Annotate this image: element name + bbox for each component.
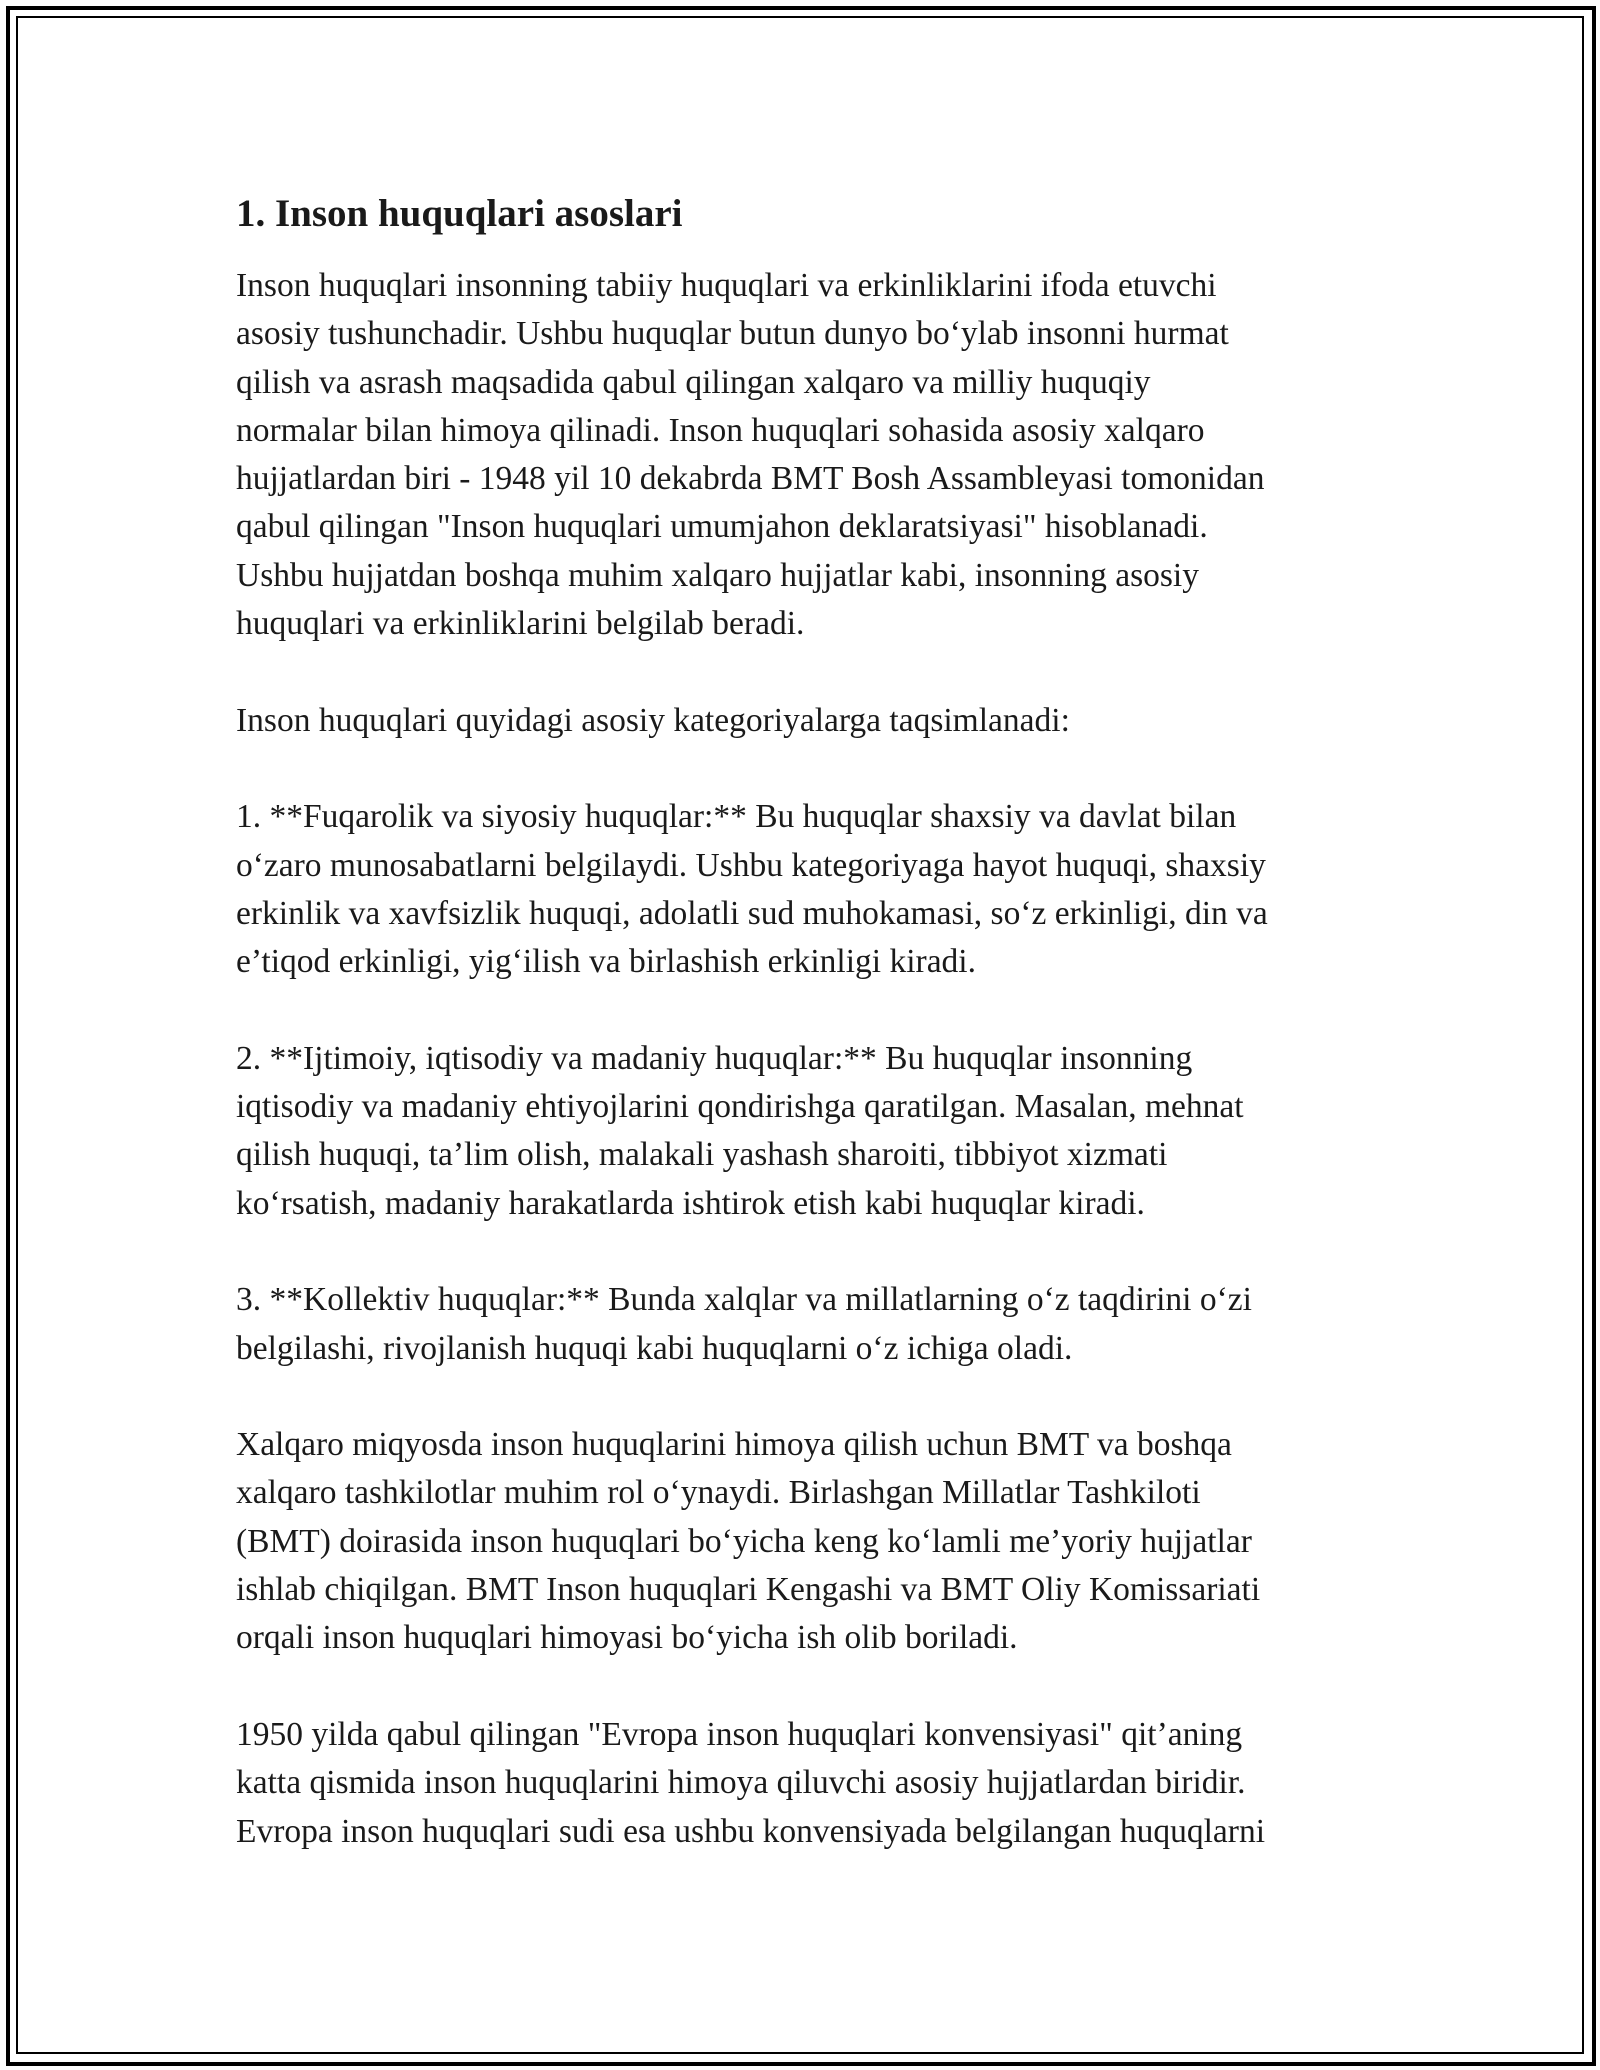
paragraph-international-protection bbox=[236, 1421, 1364, 1662]
text-line: (BMT) doirasida inson huquqlari bo‘yicha keng ko‘lamli me’yoriy hujjatlar bbox=[236, 1522, 1252, 1560]
document-body bbox=[236, 188, 1364, 1904]
text-line: qabul qilingan "Inson huquqlari umumjahon deklaratsiyasi" hisoblanadi. bbox=[236, 508, 1208, 546]
paragraph-categories-intro bbox=[236, 697, 1364, 745]
text-line: Inson huquqlari quyidagi asosiy kategoriyalarga taqsimlanadi: bbox=[236, 701, 1070, 739]
text-line: iqtisodiy va madaniy ehtiyojlarini qondirishga qaratilgan. Masalan, mehnat bbox=[236, 1088, 1244, 1126]
text-line: huquqlari va erkinliklarini belgilab beradi. bbox=[236, 605, 805, 643]
text-line: o‘zaro munosabatlarni belgilaydi. Ushbu kategoriyaga hayot huquqi, shaxsiy bbox=[236, 846, 1266, 884]
text-line: asosiy tushunchadir. Ushbu huquqlar butun dunyo bo‘ylab insonni hurmat bbox=[236, 315, 1229, 353]
text-line: e’tiqod erkinligi, yig‘ilish va birlashish erkinligi kiradi. bbox=[236, 943, 976, 981]
paragraph-collective-rights bbox=[236, 1276, 1364, 1373]
text-line: orqali inson huquqlari himoyasi bo‘yicha ish olib boriladi. bbox=[236, 1619, 1018, 1657]
text-line: Evropa inson huquqlari sudi esa ushbu konvensiyada belgilangan huquqlarni bbox=[236, 1812, 1265, 1850]
text-line: 2. **Ijtimoiy, iqtisodiy va madaniy huquqlar:** Bu huquqlar insonning bbox=[236, 1039, 1193, 1077]
text-line: qilish va asrash maqsadida qabul qilingan xalqaro va milliy huquqiy bbox=[236, 363, 1151, 401]
text-line: 1950 yilda qabul qilingan "Evropa inson huquqlari konvensiyasi" qit’aning bbox=[236, 1715, 1243, 1753]
text-line: qilish huquqi, ta’lim olish, malakali yashash sharoiti, tibbiyot xizmati bbox=[236, 1136, 1168, 1174]
text-line: erkinlik va xavfsizlik huquqi, adolatli sud muhokamasi, so‘z erkinligi, din va bbox=[236, 894, 1268, 932]
text-line: normalar bilan himoya qilinadi. Inson huquqlari sohasida asosiy xalqaro bbox=[236, 411, 1205, 449]
text-line: ishlab chiqilgan. BMT Inson huquqlari Kengashi va BMT Oliy Komissariati bbox=[236, 1571, 1261, 1609]
paragraph-social-economic-rights bbox=[236, 1035, 1364, 1228]
text-line: 3. **Kollektiv huquqlar:** Bunda xalqlar va millatlarning o‘z taqdirini o‘zi bbox=[236, 1281, 1252, 1319]
text-line: xalqaro tashkilotlar muhim rol o‘ynaydi. Birlashgan Millatlar Tashkiloti bbox=[236, 1474, 1201, 1512]
text-line: Inson huquqlari insonning tabiiy huquqlari va erkinliklarini ifoda etuvchi bbox=[236, 267, 1217, 304]
paragraph-european-convention bbox=[236, 1711, 1364, 1856]
text-line: Xalqaro miqyosda inson huquqlarini himoya qilish uchun BMT va boshqa bbox=[236, 1426, 1232, 1464]
text-line: belgilashi, rivojlanish huquqi kabi huquqlarni o‘z ichiga oladi. bbox=[236, 1329, 1073, 1367]
text-line: hujjatlardan biri - 1948 yil 10 dekabrda BMT Bosh Assambleyasi tomonidan bbox=[236, 460, 1265, 498]
text-line: Ushbu hujjatdan boshqa muhim xalqaro hujjatlar kabi, insonning asosiy bbox=[236, 556, 1199, 594]
text-line: ko‘rsatish, madaniy harakatlarda ishtirok etish kabi huquqlar kiradi. bbox=[236, 1184, 1145, 1222]
section-heading: 1. Inson huquqlari asoslari bbox=[236, 192, 683, 235]
paragraph-intro bbox=[236, 262, 1364, 648]
text-line: 1. **Fuqarolik va siyosiy huquqlar:** Bu huquqlar shaxsiy va davlat bilan bbox=[236, 798, 1237, 836]
text-line: katta qismida inson huquqlarini himoya qiluvchi asosiy hujjatlardan biridir. bbox=[236, 1764, 1246, 1802]
paragraph-civil-political-rights bbox=[236, 793, 1364, 986]
